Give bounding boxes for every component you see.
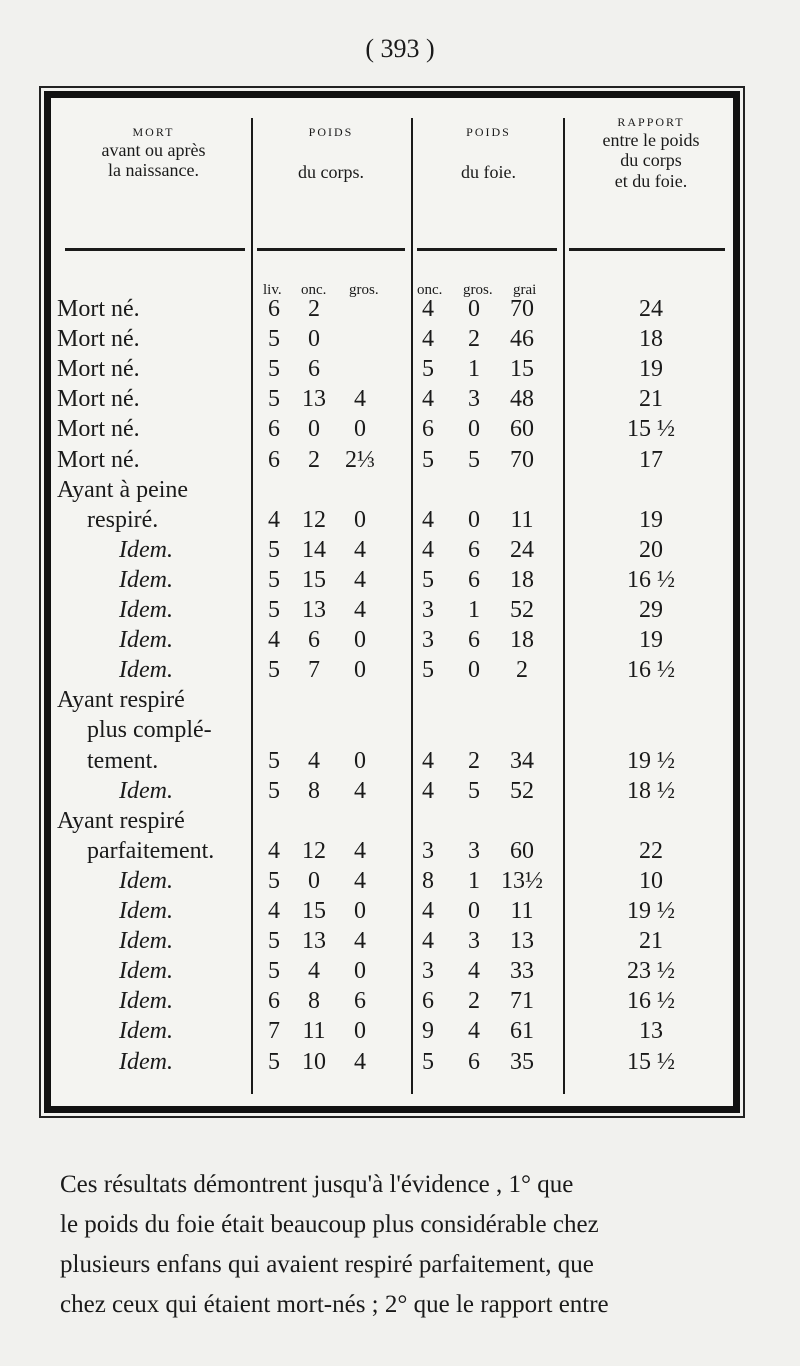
header-rule bbox=[417, 248, 557, 251]
table-row bbox=[51, 988, 733, 1018]
row-value: 5 bbox=[268, 536, 280, 563]
row-label: Idem. bbox=[119, 566, 173, 593]
row-value: 4 bbox=[422, 536, 434, 563]
row-label: Idem. bbox=[119, 1048, 173, 1075]
row-value: 4 bbox=[268, 898, 280, 924]
row-label: plus complé- bbox=[87, 717, 212, 744]
row-value: 3 bbox=[468, 837, 480, 864]
row-value: 6 bbox=[354, 988, 366, 1015]
row-value: 13 bbox=[302, 386, 326, 413]
row-value: 20 bbox=[639, 536, 663, 563]
row-value: 1 bbox=[468, 356, 480, 383]
row-value: 60 bbox=[510, 837, 534, 864]
row-value: 12 bbox=[302, 506, 326, 533]
paragraph-line: plusieurs enfans qui avaient respiré parfaitement, que bbox=[60, 1251, 594, 1278]
row-value: 4 bbox=[268, 627, 280, 654]
row-label: Idem. bbox=[119, 898, 173, 924]
header-mort: MORT avant ou après la naissance. bbox=[101, 125, 206, 181]
row-value: 0 bbox=[354, 416, 366, 443]
row-value: 15 ½ bbox=[627, 416, 675, 443]
row-label: Idem. bbox=[119, 597, 173, 623]
table-row bbox=[51, 477, 733, 507]
row-value: 0 bbox=[354, 898, 366, 924]
paragraph-line: Ces résultats démontrent jusqu'à l'évidence , 1° que bbox=[60, 1171, 574, 1198]
row-value: 4 bbox=[354, 867, 366, 894]
unit-label: liv. bbox=[263, 282, 282, 298]
row-value: 0 bbox=[468, 506, 480, 533]
row-value: 0 bbox=[354, 657, 366, 684]
row-value: 10 bbox=[302, 1048, 326, 1075]
row-value: 3 bbox=[422, 958, 434, 985]
row-value: 4 bbox=[422, 296, 434, 322]
table-row bbox=[51, 597, 733, 627]
header-rule bbox=[569, 248, 725, 251]
row-label: Idem. bbox=[119, 777, 173, 804]
row-value: 4 bbox=[268, 837, 280, 864]
row-value: 0 bbox=[468, 296, 480, 322]
row-value: 1 bbox=[468, 867, 480, 894]
row-value: 7 bbox=[308, 657, 320, 684]
table-row bbox=[51, 507, 733, 537]
table-row bbox=[51, 928, 733, 958]
row-value: 5 bbox=[268, 386, 280, 413]
header-poids-foie: POIDS du foie. bbox=[461, 125, 516, 182]
row-value: 70 bbox=[510, 296, 534, 322]
row-value: 5 bbox=[268, 356, 280, 383]
row-value: 5 bbox=[268, 928, 280, 955]
row-value: 18 bbox=[639, 326, 663, 353]
row-value: 6 bbox=[268, 416, 280, 443]
row-label: Idem. bbox=[119, 657, 173, 684]
row-label: Mort né. bbox=[57, 386, 140, 413]
row-value: 0 bbox=[354, 1018, 366, 1045]
row-value: 33 bbox=[510, 958, 534, 985]
row-value: 4 bbox=[468, 958, 480, 985]
row-value: 5 bbox=[268, 958, 280, 985]
row-value: 15 bbox=[302, 566, 326, 593]
row-value: 34 bbox=[510, 747, 534, 774]
table-row bbox=[51, 868, 733, 898]
row-value: 10 bbox=[639, 867, 663, 894]
row-value: 5 bbox=[468, 446, 480, 473]
row-value: 6 bbox=[468, 627, 480, 654]
row-value: 13 bbox=[302, 928, 326, 955]
row-label: Mort né. bbox=[57, 416, 140, 443]
row-value: 4 bbox=[422, 506, 434, 533]
row-value: 6 bbox=[468, 536, 480, 563]
row-label: Idem. bbox=[119, 536, 173, 563]
unit-label: onc. bbox=[417, 282, 443, 298]
row-label: Ayant à peine bbox=[57, 476, 189, 503]
table-row bbox=[51, 537, 733, 567]
row-value: 2 bbox=[468, 326, 480, 353]
table-row bbox=[51, 416, 733, 446]
header-rule bbox=[257, 248, 405, 251]
row-value: 5 bbox=[268, 597, 280, 623]
row-value: 11 bbox=[302, 1018, 326, 1045]
table-row bbox=[51, 657, 733, 687]
table-row bbox=[51, 386, 733, 416]
row-value: 4 bbox=[468, 1018, 480, 1045]
row-value: 5 bbox=[268, 777, 280, 804]
table-row bbox=[51, 958, 733, 988]
row-value: 70 bbox=[510, 446, 534, 473]
row-value: 5 bbox=[422, 657, 434, 684]
row-value: 13 bbox=[639, 1018, 663, 1045]
row-value: 0 bbox=[354, 747, 366, 774]
row-value: 5 bbox=[468, 777, 480, 804]
row-value: 23 ½ bbox=[627, 958, 675, 985]
row-value: 2 bbox=[468, 747, 480, 774]
row-value: 2 bbox=[516, 657, 528, 684]
row-label: Idem. bbox=[119, 1018, 173, 1045]
row-value: 0 bbox=[468, 898, 480, 924]
row-value: 4 bbox=[268, 506, 280, 533]
row-value: 2 bbox=[308, 446, 320, 473]
row-value: 21 bbox=[639, 386, 663, 413]
row-value: 8 bbox=[422, 867, 434, 894]
row-value: 6 bbox=[268, 296, 280, 322]
row-value: 48 bbox=[510, 386, 534, 413]
row-label: Idem. bbox=[119, 958, 173, 985]
row-value: 2 bbox=[308, 296, 320, 322]
row-value: 5 bbox=[268, 657, 280, 684]
table-row bbox=[51, 687, 733, 717]
row-value: 13 bbox=[302, 597, 326, 623]
row-label: Idem. bbox=[119, 867, 173, 894]
header-rule bbox=[65, 248, 245, 251]
row-value: 5 bbox=[422, 446, 434, 473]
row-value: 19 bbox=[639, 627, 663, 654]
row-value: 52 bbox=[510, 777, 534, 804]
row-value: 71 bbox=[510, 988, 534, 1015]
row-value: 19 bbox=[639, 356, 663, 383]
row-value: 5 bbox=[422, 566, 434, 593]
row-value: 4 bbox=[354, 837, 366, 864]
row-value: 0 bbox=[354, 627, 366, 654]
row-value: 19 ½ bbox=[627, 747, 675, 774]
row-value: 2⅓ bbox=[345, 446, 375, 473]
row-value: 4 bbox=[354, 386, 366, 413]
row-value: 3 bbox=[422, 837, 434, 864]
row-value: 19 bbox=[639, 506, 663, 533]
row-label: Idem. bbox=[119, 627, 173, 654]
row-value: 52 bbox=[510, 597, 534, 623]
row-value: 3 bbox=[422, 627, 434, 654]
row-value: 0 bbox=[308, 326, 320, 353]
row-value: 5 bbox=[422, 356, 434, 383]
table-row bbox=[51, 447, 733, 477]
table-row bbox=[51, 1049, 733, 1079]
row-value: 4 bbox=[422, 386, 434, 413]
row-value: 0 bbox=[308, 416, 320, 443]
row-value: 6 bbox=[422, 416, 434, 443]
row-label: tement. bbox=[87, 747, 159, 774]
row-value: 5 bbox=[268, 326, 280, 353]
header-rapport: RAPPORT entre le poids du corps et du foie. bbox=[602, 115, 700, 192]
row-value: 4 bbox=[354, 536, 366, 563]
row-value: 15 bbox=[510, 356, 534, 383]
row-value: 35 bbox=[510, 1048, 534, 1075]
row-value: 0 bbox=[468, 657, 480, 684]
row-value: 4 bbox=[422, 777, 434, 804]
table-row bbox=[51, 356, 733, 386]
row-value: 5 bbox=[268, 747, 280, 774]
row-value: 14 bbox=[302, 536, 326, 563]
table-row bbox=[51, 326, 733, 356]
row-value: 0 bbox=[468, 416, 480, 443]
row-value: 4 bbox=[354, 928, 366, 955]
row-value: 8 bbox=[308, 988, 320, 1015]
row-value: 18 ½ bbox=[627, 777, 675, 804]
row-value: 24 bbox=[639, 296, 663, 322]
row-value: 6 bbox=[468, 1048, 480, 1075]
unit-label: grai bbox=[513, 282, 537, 298]
row-value: 3 bbox=[422, 597, 434, 623]
table-row bbox=[51, 717, 733, 747]
row-value: 5 bbox=[268, 1048, 280, 1075]
row-label: Ayant respiré bbox=[57, 687, 185, 714]
unit-label: onc. bbox=[301, 282, 327, 298]
row-value: 4 bbox=[308, 747, 320, 774]
header-poids-corps: POIDS du corps. bbox=[298, 125, 364, 182]
table-row bbox=[51, 808, 733, 838]
row-label: Mort né. bbox=[57, 446, 140, 473]
row-value: 16 ½ bbox=[627, 657, 675, 684]
page-number: ( 393 ) bbox=[365, 34, 435, 63]
row-value: 11 bbox=[510, 898, 534, 924]
table-row bbox=[51, 627, 733, 657]
row-value: 4 bbox=[422, 898, 434, 924]
row-value: 16 ½ bbox=[627, 566, 675, 593]
row-value: 6 bbox=[308, 627, 320, 654]
row-value: 3 bbox=[468, 928, 480, 955]
paragraph-line: le poids du foie était beaucoup plus considérable chez bbox=[60, 1211, 599, 1238]
row-value: 6 bbox=[468, 566, 480, 593]
table-row bbox=[51, 567, 733, 597]
unit-label: gros. bbox=[463, 282, 493, 298]
row-label: Idem. bbox=[119, 928, 173, 955]
row-value: 4 bbox=[308, 958, 320, 985]
row-value: 60 bbox=[510, 416, 534, 443]
row-label: Idem. bbox=[119, 988, 173, 1015]
table-row bbox=[51, 1018, 733, 1048]
row-value: 21 bbox=[639, 928, 663, 955]
row-value: 6 bbox=[268, 446, 280, 473]
table-row bbox=[51, 778, 733, 808]
row-value: 13 bbox=[510, 928, 534, 955]
row-value: 12 bbox=[302, 837, 326, 864]
row-value: 0 bbox=[354, 958, 366, 985]
row-value: 19 ½ bbox=[627, 898, 675, 924]
row-value: 22 bbox=[639, 837, 663, 864]
row-value: 15 ½ bbox=[627, 1048, 675, 1075]
row-value: 24 bbox=[510, 536, 534, 563]
row-value: 5 bbox=[422, 1048, 434, 1075]
table-row bbox=[51, 838, 733, 868]
paragraph-line: chez ceux qui étaient mort-nés ; 2° que le rapport entre bbox=[60, 1291, 609, 1318]
row-value: 5 bbox=[268, 867, 280, 894]
row-label: Mort né. bbox=[57, 356, 140, 383]
body-paragraph bbox=[60, 1165, 760, 1325]
row-value: 13½ bbox=[501, 867, 543, 894]
row-label: Ayant respiré bbox=[57, 807, 185, 834]
row-value: 6 bbox=[268, 988, 280, 1015]
table-row bbox=[51, 748, 733, 778]
row-value: 4 bbox=[422, 326, 434, 353]
row-value: 6 bbox=[422, 988, 434, 1015]
row-value: 16 ½ bbox=[627, 988, 675, 1015]
row-value: 46 bbox=[510, 326, 534, 353]
row-value: 17 bbox=[639, 446, 663, 473]
row-value: 4 bbox=[422, 928, 434, 955]
row-value: 4 bbox=[354, 1048, 366, 1075]
row-value: 4 bbox=[354, 777, 366, 804]
row-value: 2 bbox=[468, 988, 480, 1015]
row-value: 6 bbox=[308, 356, 320, 383]
table-row bbox=[51, 898, 733, 928]
table-row bbox=[51, 296, 733, 326]
row-label: Mort né. bbox=[57, 326, 140, 353]
unit-label: gros. bbox=[349, 282, 379, 298]
row-value: 18 bbox=[510, 566, 534, 593]
row-value: 1 bbox=[468, 597, 480, 623]
row-value: 8 bbox=[308, 777, 320, 804]
row-value: 3 bbox=[468, 386, 480, 413]
row-label: parfaitement. bbox=[87, 837, 215, 864]
row-value: 15 bbox=[302, 898, 326, 924]
row-value: 4 bbox=[422, 747, 434, 774]
row-value: 18 bbox=[510, 627, 534, 654]
row-value: 0 bbox=[308, 867, 320, 894]
row-label: Mort né. bbox=[57, 296, 140, 322]
row-value: 61 bbox=[510, 1018, 534, 1045]
row-value: 4 bbox=[354, 597, 366, 623]
row-value: 11 bbox=[510, 506, 534, 533]
row-value: 9 bbox=[422, 1018, 434, 1045]
row-value: 4 bbox=[354, 566, 366, 593]
row-value: 29 bbox=[639, 597, 663, 623]
row-value: 0 bbox=[354, 506, 366, 533]
row-value: 5 bbox=[268, 566, 280, 593]
data-table bbox=[44, 91, 740, 1113]
row-value: 7 bbox=[268, 1018, 280, 1045]
row-label: respiré. bbox=[87, 506, 159, 533]
